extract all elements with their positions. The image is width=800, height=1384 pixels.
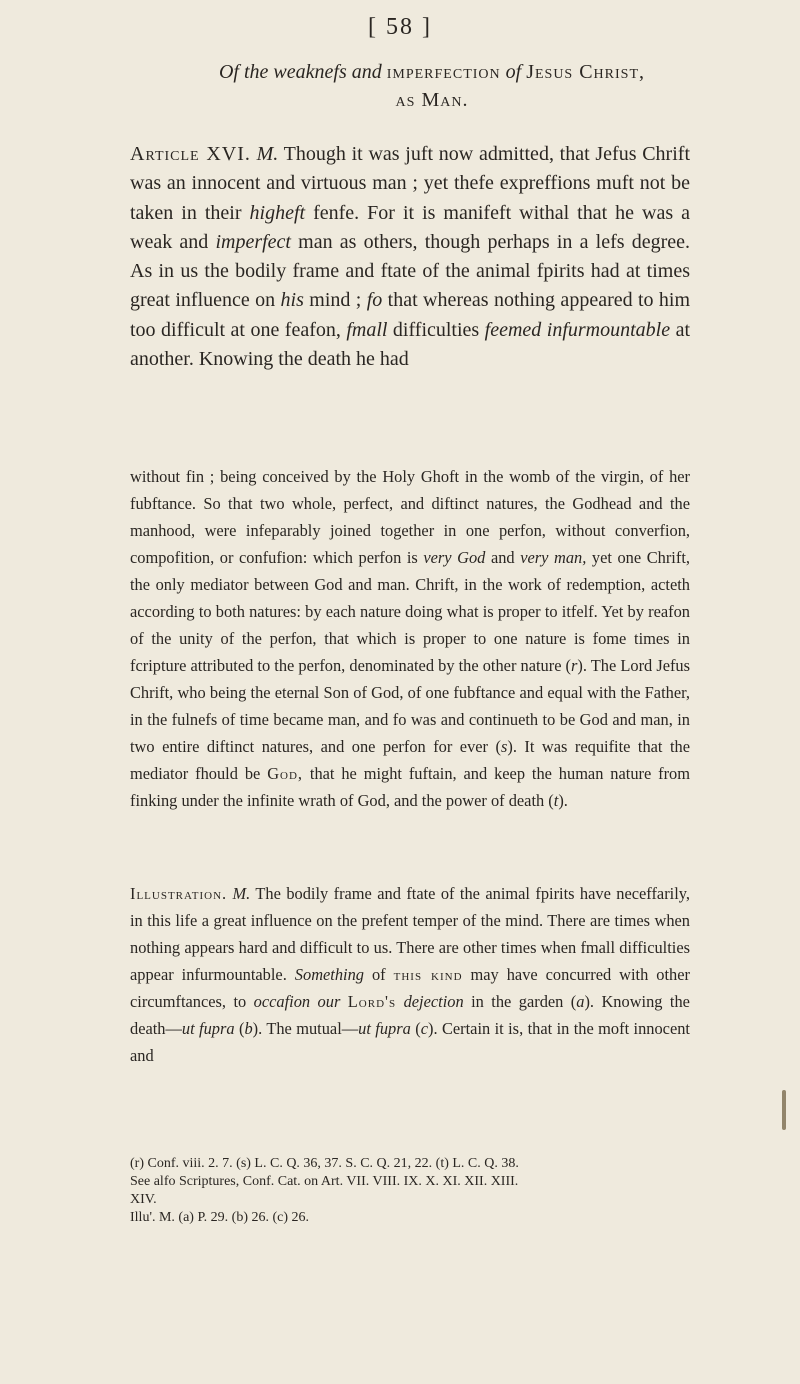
illustration-paragraph: Illustration. M. The bodily frame and ftate of the animal fpirits have neceffarily, in this life a great influence on the prefent temper of the mind. There are times when nothing appears hard and difficult to us. There are other times when fmall difficulties appear infurmountable. Something of this kind may have concurred with other circumftances, to occafion our Lord's dejection in the garden (a). Knowing the death—ut fupra (b). The mutual—ut fupra (c). Certain it is, that in the moft innocent and <box>130 884 690 1065</box>
confession-text-c: ). The Lord Jefus Chrift, who being the eternal Son of God, of one fubftance and equal with the Father, in the fulnefs of time became man, and fo was and continueth to be God and man, in two entire diftinct natures, and one perfon for ever ( <box>130 656 691 756</box>
article-text-b: fenfe. For it is manifeft withal that he was a weak and <box>130 201 691 253</box>
footnote-line-1: (r) Conf. viii. 2. 7. (s) L. C. Q. 36, 37. S. C. Q. 21, 22. (t) L. C. Q. 38. <box>130 1156 519 1171</box>
article-text-c: man as others, though perhaps in a lefs degree. As in us the bodily frame and ftate of the animal fpirits had at times great influence on <box>130 230 690 312</box>
illustration-label: Illustration. <box>130 884 228 903</box>
footnote-line-3: XIV. <box>130 1192 157 1207</box>
heading-imperfection: imperfection <box>386 61 501 83</box>
article-text-a: Though it was juft now admitted, that Jefus Chrift was an innocent and virtuous man ; yet thefe expreffions muft not be taken in their <box>130 143 690 224</box>
illustration-this-kind: this kind <box>393 965 463 984</box>
article-text-d: mind ; <box>309 289 362 312</box>
illustration-ref-c: c <box>420 1019 428 1038</box>
article-label: Article XVI. <box>130 143 251 165</box>
illustration-text-e: ). The mutual— <box>252 1019 359 1038</box>
article-imperfect: imperfect <box>215 230 291 253</box>
heading-italic: Of the weaknefs and <box>218 61 382 83</box>
confession-text-a: without fin ; being conceived by the Holy Ghoft in the womb of the virgin, of her fubftance. So that two whole, perfect, and diftinct natures, the Godhead and the manhood, were infeparably joined together in one perfon, without converfion, compofition, or confufion: which perfon is <box>130 467 690 567</box>
article-seemed: feemed infurmountable <box>484 318 671 341</box>
illustration-ut-supra-c: ut fupra <box>358 1019 411 1038</box>
confession-text-b: yet one Chrift, the only mediator between God and man. Chrift, in the work of redemption, acteth according to both natures: by each nature doing what is proper to itfelf. Yet by reafon of the unity of the perfon, that which is proper to one nature is fome times in fcripture attributed to the perfon, denominated by the other nature ( <box>130 548 690 675</box>
confession-very-god: very God <box>423 548 486 567</box>
article-paragraph <box>130 140 690 374</box>
footnotes <box>130 1155 690 1227</box>
illustration-text-b: may have concurred with other circumftances, to <box>130 965 690 1011</box>
article-his: his <box>280 289 304 312</box>
confession-paragraph <box>130 463 690 814</box>
illustration-speaker: M. <box>232 884 251 903</box>
heading-line-2: as Man. <box>395 89 469 111</box>
article-text-g: at another. Knowing the death he had <box>130 318 691 371</box>
footnote-line-4: Illu'. M. (a) P. 29. (b) 26. (c) 26. <box>130 1210 310 1225</box>
illustration-occasion: occafion our <box>253 992 341 1011</box>
article-text-e: that whereas nothing appeared to him too difficult at one feafon, <box>130 289 691 341</box>
confession-god: God, <box>267 764 304 783</box>
confession-text-e: that he might fuftain, and keep the human nature from finking under the infinite wrath of God, and the power of death ( <box>130 764 690 810</box>
illustration-dejection: dejection <box>403 992 464 1011</box>
footnote-ref-s: s <box>500 737 508 756</box>
illustration-text-c: in the garden ( <box>471 992 577 1011</box>
illustration-ref-b: b <box>244 1019 253 1038</box>
illustration-text-f: ). Certain it is, that in the moft innocent and <box>130 1019 690 1065</box>
heading-of: of <box>505 61 522 83</box>
confession-very-man: very man, <box>520 548 587 567</box>
article-small: fmall <box>346 318 388 341</box>
illustration-lords: Lord's <box>347 992 397 1011</box>
footnote-ref-t: t <box>553 791 559 810</box>
illustration-of: of <box>371 965 386 984</box>
speaker-m: M. <box>256 143 279 165</box>
article-highest: higheft <box>249 201 306 224</box>
illustration-something: Something <box>294 965 364 984</box>
illustration-ref-a: a <box>576 992 585 1011</box>
illustration-ut-supra-b: ut fupra <box>181 1019 235 1038</box>
page-edge-mark <box>782 1090 786 1130</box>
section-heading <box>132 58 732 114</box>
footnote-line-2: See alfo Scriptures, Conf. Cat. on Art. VII. VIII. IX. X. XI. XII. XIII. <box>130 1174 519 1189</box>
confession-text-f: ). <box>558 791 568 810</box>
illustration-text-a: The bodily frame and ftate of the animal fpirits have neceffarily, in this life a great influence on the prefent temper of the mind. There are times when nothing appears hard and difficult to us. There are other times when fmall difficulties appear infurmountable. <box>130 884 690 984</box>
confession-and: and <box>490 548 515 567</box>
heading-jesus-christ: Jesus Christ, <box>526 61 646 83</box>
footnote-ref-r: r <box>571 656 578 675</box>
article-so: fo <box>366 289 383 312</box>
page-number: [ 58 ] <box>368 14 432 40</box>
heading-line-1 <box>132 58 732 86</box>
illustration-text-d: ). Knowing the death— <box>130 992 690 1038</box>
article-text-f: difficulties <box>392 318 480 341</box>
confession-text-d: ). It was requifite that the mediator fhould be <box>130 737 690 783</box>
